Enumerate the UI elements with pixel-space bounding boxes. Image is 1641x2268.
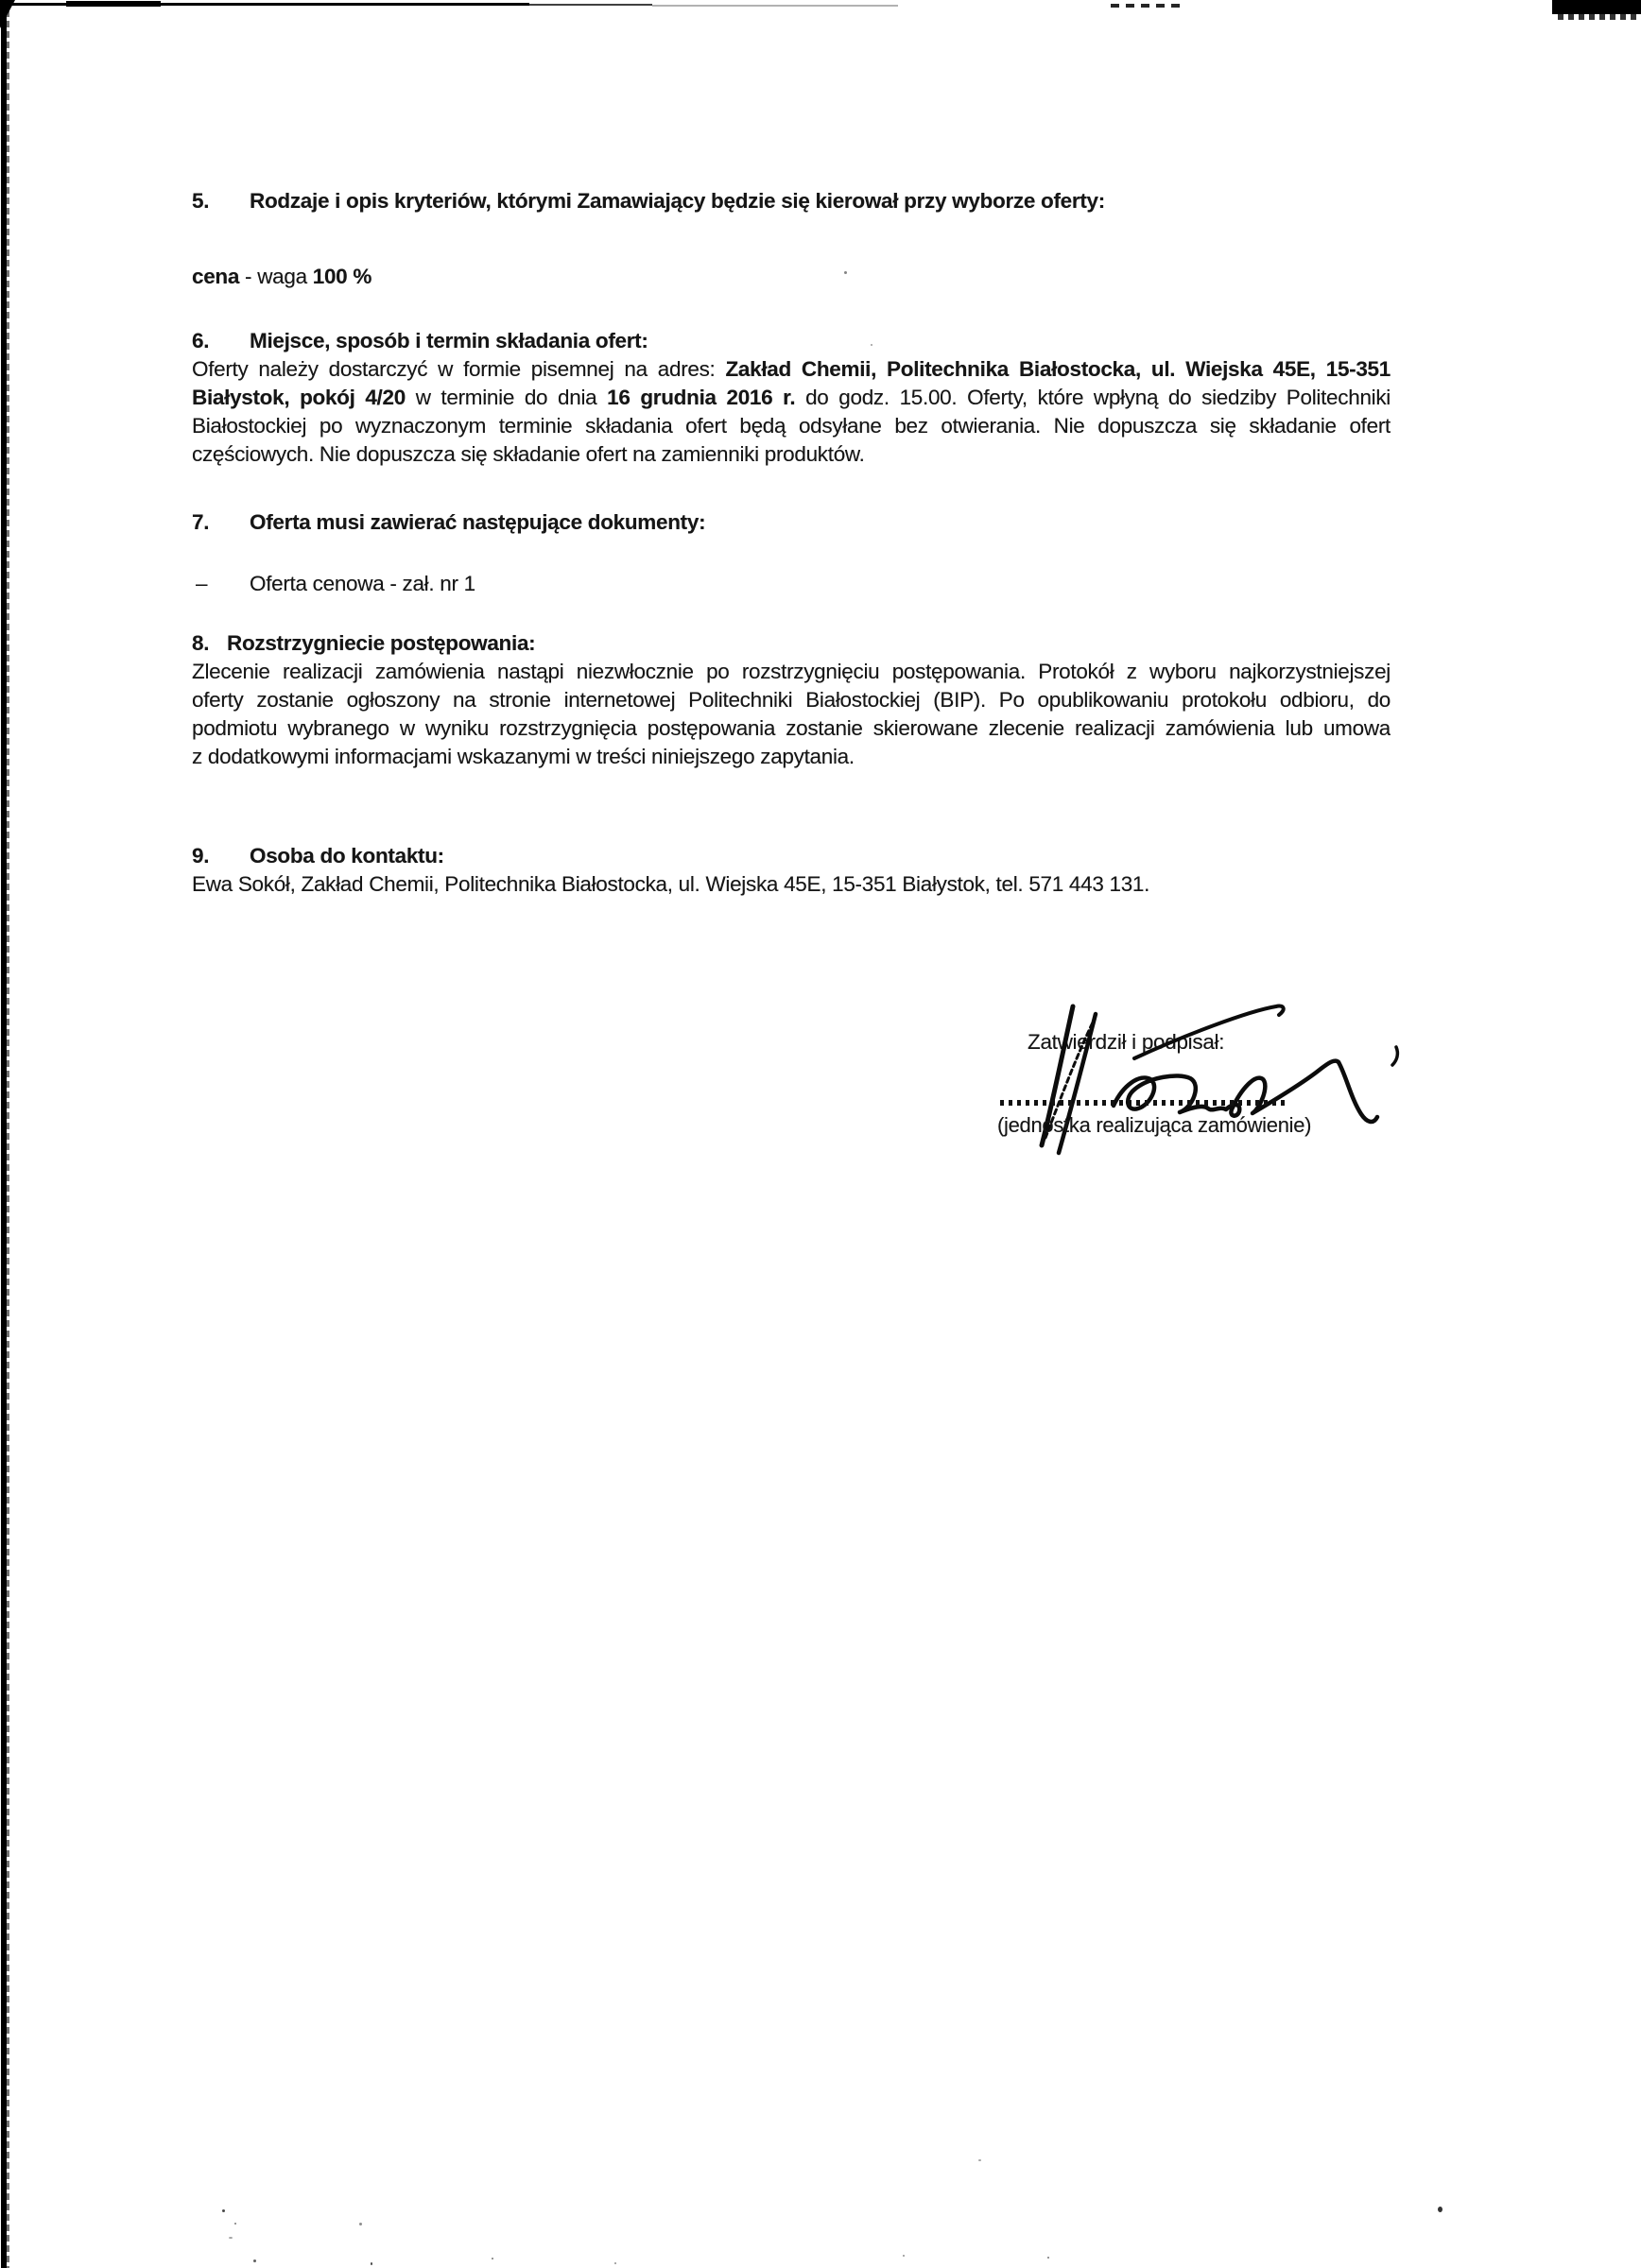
scan-top-dashes-artifact — [1111, 4, 1186, 8]
section-8-number: 8. — [192, 631, 210, 655]
scan-speckle — [371, 2262, 372, 2265]
paragraph-text: do godz. 15.00. Oferty, które wpłyną do siedziby Politechniki — [795, 386, 1391, 409]
contact-line: Ewa Sokół, Zakład Chemii, Politechnika Białostocka, ul. Wiejska 45E, 15-351 Białystok, tel. 571 443 131. — [192, 872, 1150, 896]
paragraph-text: Oferty należy dostarczyć w formie pisemnej na adres: — [192, 357, 726, 381]
section-6-heading — [192, 327, 1402, 355]
paragraph-text-bold: Białystok, pokój 4/20 — [192, 386, 406, 409]
criteria-line — [192, 263, 371, 291]
scan-top-right-blob-artifact — [1552, 0, 1641, 14]
scan-speckle — [903, 2255, 905, 2257]
scan-speckle — [492, 2258, 493, 2259]
scan-top-line-artifact — [652, 5, 898, 7]
section-9-heading — [192, 842, 1402, 870]
section-9-number: 9. — [192, 844, 210, 868]
criteria-weight: 100 % — [312, 265, 372, 288]
scan-top-line-artifact — [529, 4, 652, 6]
signature-caption: (jednostka realizująca zamówienie) — [997, 1113, 1312, 1137]
scan-top-right-fringe-artifact — [1558, 14, 1641, 20]
scan-speckle — [1438, 2207, 1442, 2212]
paragraph-text-bold: 16 grudnia 2016 r. — [607, 386, 796, 409]
criteria-name: cena — [192, 265, 240, 288]
signature-label: Zatwierdził i podpisał: — [1028, 1030, 1225, 1054]
scan-top-line-artifact — [66, 1, 161, 7]
paragraph-line: z dodatkowymi informacjami wskazanymi w treści niniejszego zapytania. — [192, 745, 855, 768]
section-8-paragraph — [192, 658, 1391, 771]
section-9-title: Osoba do kontaktu: — [250, 844, 444, 868]
paragraph-line — [192, 384, 1391, 412]
scan-speckle — [229, 2237, 233, 2239]
paragraph-text: w terminie do dnia — [405, 386, 608, 409]
section-6-number: 6. — [192, 329, 210, 352]
paragraph-line: podmiotu wybranego w wyniku rozstrzygnięcia postępowania zostanie skierowane zlecenie realizacji zamówienia lub umowa — [192, 716, 1391, 740]
scan-speckle — [234, 2223, 236, 2225]
scan-left-edge-fringe — [7, 0, 9, 2268]
section-5-heading — [192, 187, 1402, 215]
paragraph-line: częściowych. Nie dopuszcza się składanie ofert na zamienniki produktów. — [192, 442, 865, 466]
paragraph-text-bold: Zakład Chemii, Politechnika Białostocka, ul. Wiejska 45E, 15-351 — [725, 357, 1391, 381]
paragraph-line: Białostockiej po wyznaczonym terminie składania ofert będą odsyłane bez otwierania. Nie dopuszcza się składanie ofert — [192, 414, 1391, 438]
scan-speckle — [614, 2262, 616, 2264]
criteria-separator: - waga — [239, 265, 313, 288]
scan-speckle — [222, 2209, 225, 2212]
section-7-list-item — [192, 570, 1402, 598]
scan-speckle — [1047, 2257, 1049, 2259]
section-7-number: 7. — [192, 510, 210, 534]
section-7-title: Oferta musi zawierać następujące dokumenty: — [250, 510, 706, 534]
section-5-number: 5. — [192, 189, 210, 213]
list-item-text: Oferta cenowa - zał. nr 1 — [250, 572, 475, 595]
scan-speckle — [871, 344, 872, 346]
section-8-heading — [192, 629, 1402, 658]
list-dash: – — [196, 572, 208, 595]
scan-speckle — [253, 2259, 256, 2262]
section-5-title: Rodzaje i opis kryteriów, którymi Zamawiający będzie się kierował przy wyborze oferty: — [250, 189, 1105, 213]
paragraph-line: Zlecenie realizacji zamówienia nastąpi niezwłocznie po rozstrzygnięciu postępowania. Protokół z wyboru najkorzystniejszej — [192, 660, 1391, 683]
section-7-heading — [192, 508, 1402, 537]
signature-dotted-line — [1000, 1100, 1286, 1106]
paragraph-line: oferty zostanie ogłoszony na stronie internetowej Politechniki Białostockiej (BIP). Po opublikowaniu protokołu odbioru, do — [192, 688, 1391, 712]
section-8-title: Rozstrzygniecie postępowania: — [227, 631, 536, 655]
paragraph-line — [192, 355, 1391, 384]
scan-speckle — [978, 2159, 981, 2161]
scan-speckle — [359, 2223, 362, 2225]
scan-speckle — [844, 271, 847, 274]
section-6-paragraph — [192, 355, 1391, 469]
section-6-title: Miejsce, sposób i termin składania ofert: — [250, 329, 648, 352]
